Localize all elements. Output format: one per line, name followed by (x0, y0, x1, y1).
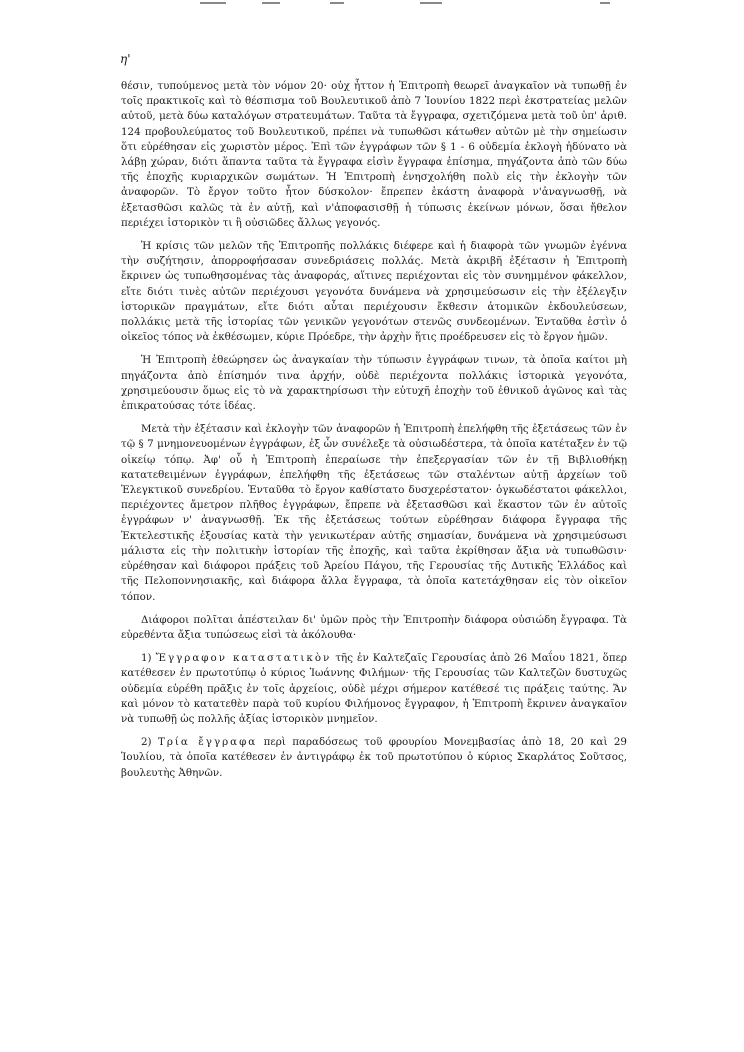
list-item (121, 651, 627, 727)
scan-top-marks (0, 0, 744, 8)
paragraph: Διάφοροι πολῖται ἀπέστειλαν δι' ὑμῶν πρὸς τὴν Ἐπιτροπὴν διάφορα οὐσιώδη ἔγγραφα. Τὰ εὑρεθέντα ἄξια τυπώσεως εἰσὶ τὰ ἀκόλουθα· (121, 613, 627, 641)
paragraph: Ἡ Ἐπιτροπὴ ἐθεώρησεν ὡς ἀναγκαίαν τὴν τύπωσιν ἐγγράφων τινων, τὰ ὁποῖα καίτοι μὴ πηγάζοντα ἀπὸ ἐπίσημόν τινα ἀρχήν, οὐδὲ περιέχοντα πολλάκις ἱστορικὰ γεγονότα, χρησιμεύουσιν ὅμως εἰς τὸ νὰ χαρακτηρίσωσι τὴν εὐτυχῆ ἐποχὴν τοῦ ἐθνικοῦ ἀγῶνος καὶ τὰς ἐπικρατούσας τότε ἰδέας. (121, 354, 627, 413)
item-title: Τρία ἔγγραφα (157, 736, 258, 749)
paragraph: Ἡ κρίσις τῶν μελῶν τῆς Ἐπιτροπῆς πολλάκις διέφερε καὶ ἡ διαφορὰ τῶν γνωμῶν ἐγέννα τὴν συζήτησιν, ἀπορροφήσασαν συνεδριάσεις πολλάς. Μετὰ ἀκριβῆ ἐξέτασιν ἡ Ἐπιτροπὴ ἔκρινεν ὡς τυπωθησομένας τὰς ἀναφοράς, αἵτινες περιέχονται εἰς τὸν συνημμένον φάκελλον, εἴτε διότι τινὲς αὐτῶν περιέχουσι γεγονότα δυνάμενα νὰ χρησιμεύσωσιν εἰς τὴν ἐξέλεγξιν ἱστορικῶν πραγμάτων, εἴτε διότι αὗται περιέχουσιν ἔκθεσιν ἀτομικῶν ἐκδουλεύσεων, πολλάκις μετὰ τῆς ἱστορίας τῶν γενικῶν γεγονότων στενῶς συνδεομένων. Ἐνταῦθα ἐστὶν ὁ οἰκεῖος τόπος νὰ ἐκθέσωμεν, κύριε Πρόεδρε, τὴν ἀρχὴν ἥτις προέδρευσεν εἰς τὸ ἔργον ἡμῶν. (121, 240, 627, 344)
paragraph: θέσιν, τυπούμενος μετὰ τὸν νόμον 20· οὐχ ἧττον ἡ Ἐπιτροπὴ θεωρεῖ ἀναγκαῖον νὰ τυπωθῇ ἐν τοῖς πρακτικοῖς καὶ τὸ θέσπισμα τοῦ Βουλευτικοῦ ἀπὸ 7 Ἰουνίου 1822 περὶ ἐκστρατείας μελῶν αὐτοῦ, μετὰ δύω καταλόγων στρατευμάτων. Ταῦτα τὰ ἔγγραφα, σχετιζόμενα μετὰ τοῦ ὑπ' ἀριθ. 124 προβουλεύματος τοῦ Βουλευτικοῦ, πρέπει νὰ τυπωθῶσι κάτωθεν αὐτῶν μὲ τὴν σημείωσιν ὅτι εὑρέθησαν εἰς χωριστὸν μέρος. Ἐπὶ τῶν ἐγγράφων τῶν § 1 - 6 οὐδεμία ἐκλογὴ ἠδύνατο νὰ λάβῃ χώραν, διότι ἅπαντα ταῦτα τὰ ἔγγραφα εἰσὶν ἔγγραφα ἐπίσημα, πηγάζοντα ἀπὸ τῶν δύω τῆς ἐποχῆς κυριαρχικῶν σωμάτων. Ἡ Ἐπιτροπὴ ἐνησχολήθη πολὺ εἰς τὴν ἐκλογὴν τῶν ἀναφορῶν. Τὸ ἔργον τοῦτο ἦτον δύσκολον· ἔπρεπεν ἑκάστη ἀναφορὰ ν'ἀναγνωσθῇ, νὰ ἐξετασθῶσι καλῶς τὰ ἐν αὐτῇ, καὶ ν'ἀποφασισθῇ ἡ τύπωσις ἐκείνων μόνων, ὅσαι ἤθελον περιέχει ἱστορικὸν τι ἢ οὐσιῶδες ἄλλως γεγονός. (121, 80, 627, 229)
item-number: 2) (141, 736, 152, 749)
document-body (121, 79, 627, 789)
item-number: 1) (141, 652, 152, 665)
item-text: τῆς ἐν Καλτεζαῖς Γερουσίας ἀπὸ 26 Μαΐου 1821, ὅπερ κατέθεσεν ἐν πρωτοτύπῳ ὁ κύριος Ἰωάννης Φιλήμων· τῆς Γερουσίας τῶν Καλτεζῶν δυστυχῶς οὐδεμία εὑρέθη πρᾶξις ἐν τοῖς ἀρχείοις, οὐδὲ μέχρι σήμερον κατέθεσέ τις πράξεις ταύτης. Ἄν καὶ μόνον τὸ κατατεθὲν παρὰ τοῦ κυρίου Φιλήμονος ἔγγραφον, ἡ Ἐπιτροπὴ ἔκρινεν ἀναγκαῖον νὰ τυπωθῇ ὡς πολλῆς ἀξίας ἱστορικὸν μνημεῖον. (121, 652, 627, 725)
paragraph: Μετὰ τὴν ἐξέτασιν καὶ ἐκλογὴν τῶν ἀναφορῶν ἡ Ἐπιτροπὴ ἐπελήφθη τῆς ἐξετάσεως τῶν ἐν τῷ § 7 μνημονευομένων ἐγγράφων, ἐξ ὧν συνέλεξε τὰ οὐσιωδέστερα, τὰ ὁποῖα κατέταξεν ἐν τῷ οἰκείῳ τόπῳ. Ἀφ' οὗ ἡ Ἐπιτροπὴ ἐπεραίωσε τὴν ἐπεξεργασίαν τῶν ἐν τῇ Βιβλιοθήκῃ κατατεθειμένων ἐγγράφων, ἐπελήφθη τῆς ἐξετάσεως τῶν σταλέντων αὐτῇ ἀρχείων τοῦ Ἐλεγκτικοῦ συνεδρίου. Ἐνταῦθα τὸ ἔργον καθίστατο δυσχερέστατον· ὀγκωδέστατοι φάκελλοι, περιέχοντες ἄμετρον πλῆθος ἐγγράφων, ἔπρεπε νὰ ἐξετασθῶσι καὶ ἕκαστον τῶν ἐν αὐτοῖς ἐγγράφων ν' ἀναγνωσθῇ. Ἐκ τῆς ἐξετάσεως τούτων εὑρέθησαν διάφορα ἔγγραφα τῆς Ἐκτελεστικῆς ἐξουσίας κατὰ τὴν γενικωτέραν αὐτῆς σημασίαν, δυνάμενα νὰ χρησιμεύσωσι μάλιστα εἰς τὴν πολιτικὴν ἱστορίαν τῆς ἐποχῆς, καὶ ταῦτα ἐκρίθησαν ἄξια νὰ τυπωθῶσιν· εὑρέθησαν καὶ διάφοροι πράξεις τοῦ Ἀρείου Πάγου, τῆς Γερουσίας τῆς Δυτικῆς Ἑλλάδος καὶ τῆς Πελοποννησιακῆς, καὶ διάφορα ἄλλα ἔγγραφα, τὰ ὁποῖα κατετάχθησαν εἰς τὸν οἰκεῖον τόπον. (121, 423, 627, 603)
item-title: Ἔγγραφον καταστατικὸν (155, 652, 332, 665)
item-text: περὶ παραδόσεως τοῦ φρουρίου Μονεμβασίας ἀπὸ 18, 20 καὶ 29 Ἰουλίου, τὰ ὁποῖα κατέθεσεν ἐν ἀντιγράφῳ ἐκ τοῦ πρωτοτύπου ὁ κύριος Σκαρλάτος Σοῦτσος, βουλευτὴς Ἀθηνῶν. (121, 736, 627, 779)
page-number: η' (120, 52, 131, 66)
list-item (121, 735, 627, 781)
